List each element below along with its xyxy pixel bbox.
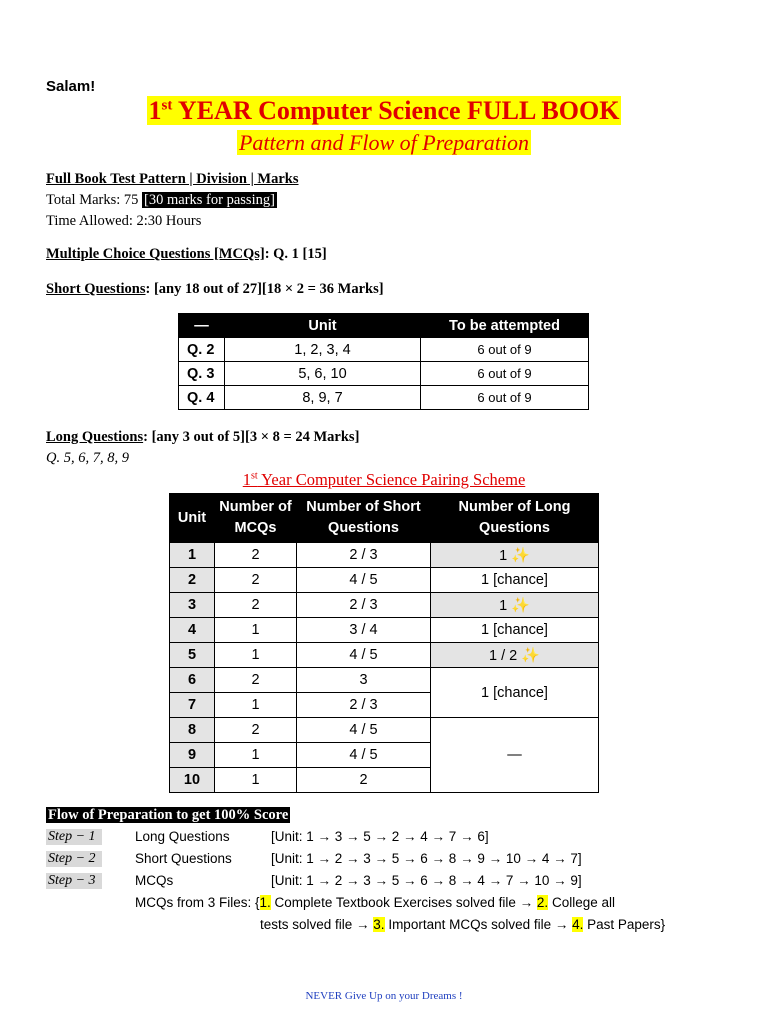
table-header-row	[179, 314, 589, 338]
step-order: [Unit: 1 → 2 → 3 → 5 → 6 → 8 → 9 → 10 → 4 → 7]	[271, 851, 582, 866]
step-label: Step − 3	[46, 873, 102, 889]
table-row: 6 2 3 1 [chance]	[170, 668, 599, 693]
step-type: Short Questions	[135, 851, 232, 866]
table-row: 3 2 2 / 3 1 ✨	[170, 593, 599, 618]
table-header: Unit	[170, 494, 215, 543]
table-header: To be attempted	[421, 314, 589, 338]
table-header: —	[179, 314, 225, 338]
table-header-row	[170, 494, 599, 543]
step-order: [Unit: 1 → 2 → 3 → 5 → 6 → 8 → 4 → 7 → 10 → 9]	[271, 873, 582, 888]
long-questions-line: Long Questions: [any 3 out of 5][3 × 8 = 24 Marks]	[46, 429, 360, 445]
mcq-files-line-1: MCQs from 3 Files: {1. Complete Textbook Exercises solved file → 2. College all	[135, 895, 615, 910]
step-order: [Unit: 1 → 3 → 5 → 2 → 4 → 7 → 6]	[271, 829, 489, 844]
table-row: 10 1 2	[170, 768, 599, 793]
table-header: Number of Short Questions	[297, 494, 431, 543]
page-subtitle: Pattern and Flow of Preparation	[238, 130, 530, 155]
table-row: 7 1 2 / 3	[170, 693, 599, 718]
sparkle-icon: ✨	[511, 597, 530, 614]
mcq-line: Multiple Choice Questions [MCQs]: Q. 1 [15]	[46, 246, 327, 262]
time-allowed: Time Allowed: 2:30 Hours	[46, 213, 202, 229]
passing-badge: [30 marks for passing]	[144, 192, 275, 208]
table-row: 9 1 4 / 5	[170, 743, 599, 768]
table-row: Q. 3 5, 6, 10 6 out of 9	[179, 362, 589, 386]
step-type: Long Questions	[135, 829, 230, 844]
step-type: MCQs	[135, 873, 174, 888]
table-row: 5 1 4 / 5 1 / 2 ✨	[170, 643, 599, 668]
short-questions-table	[178, 313, 589, 410]
table-row: 2 2 4 / 5 1 [chance]	[170, 568, 599, 593]
page-title: 1st YEAR Computer Science FULL BOOK	[148, 96, 620, 125]
sparkle-icon: ✨	[521, 647, 540, 664]
pairing-title: 1st Year Computer Science Pairing Scheme	[242, 470, 526, 489]
pairing-table	[169, 493, 599, 793]
table-header: Number of MCQs	[215, 494, 297, 543]
step-label: Step − 2	[46, 851, 102, 867]
step-label: Step − 1	[46, 829, 102, 845]
table-row: 1 2 2 / 3 1 ✨	[170, 543, 599, 568]
short-questions-line: Short Questions: [any 18 out of 27][18 × 2 = 36 Marks]	[46, 281, 384, 297]
table-row: 4 1 3 / 4 1 [chance]	[170, 618, 599, 643]
table-header: Number of Long Questions	[431, 494, 599, 543]
long-questions-list: Q. 5, 6, 7, 8, 9	[46, 450, 129, 466]
greeting: Salam!	[46, 78, 96, 95]
table-row: 8 2 4 / 5 —	[170, 718, 599, 743]
table-header: Unit	[225, 314, 421, 338]
mcq-files-line-2: tests solved file → 3. Important MCQs solved file → 4. Past Papers}	[260, 917, 666, 932]
sparkle-icon: ✨	[511, 547, 530, 564]
table-row: Q. 2 1, 2, 3, 4 6 out of 9	[179, 338, 589, 362]
footer-motto: NEVER Give Up on your Dreams !	[305, 990, 463, 1002]
table-row: Q. 4 8, 9, 7 6 out of 9	[179, 386, 589, 410]
flow-title: Flow of Preparation to get 100% Score	[48, 807, 289, 823]
pattern-heading: Full Book Test Pattern | Division | Marks	[46, 171, 299, 187]
total-marks: Total Marks: 75 [30 marks for passing]	[46, 192, 275, 208]
